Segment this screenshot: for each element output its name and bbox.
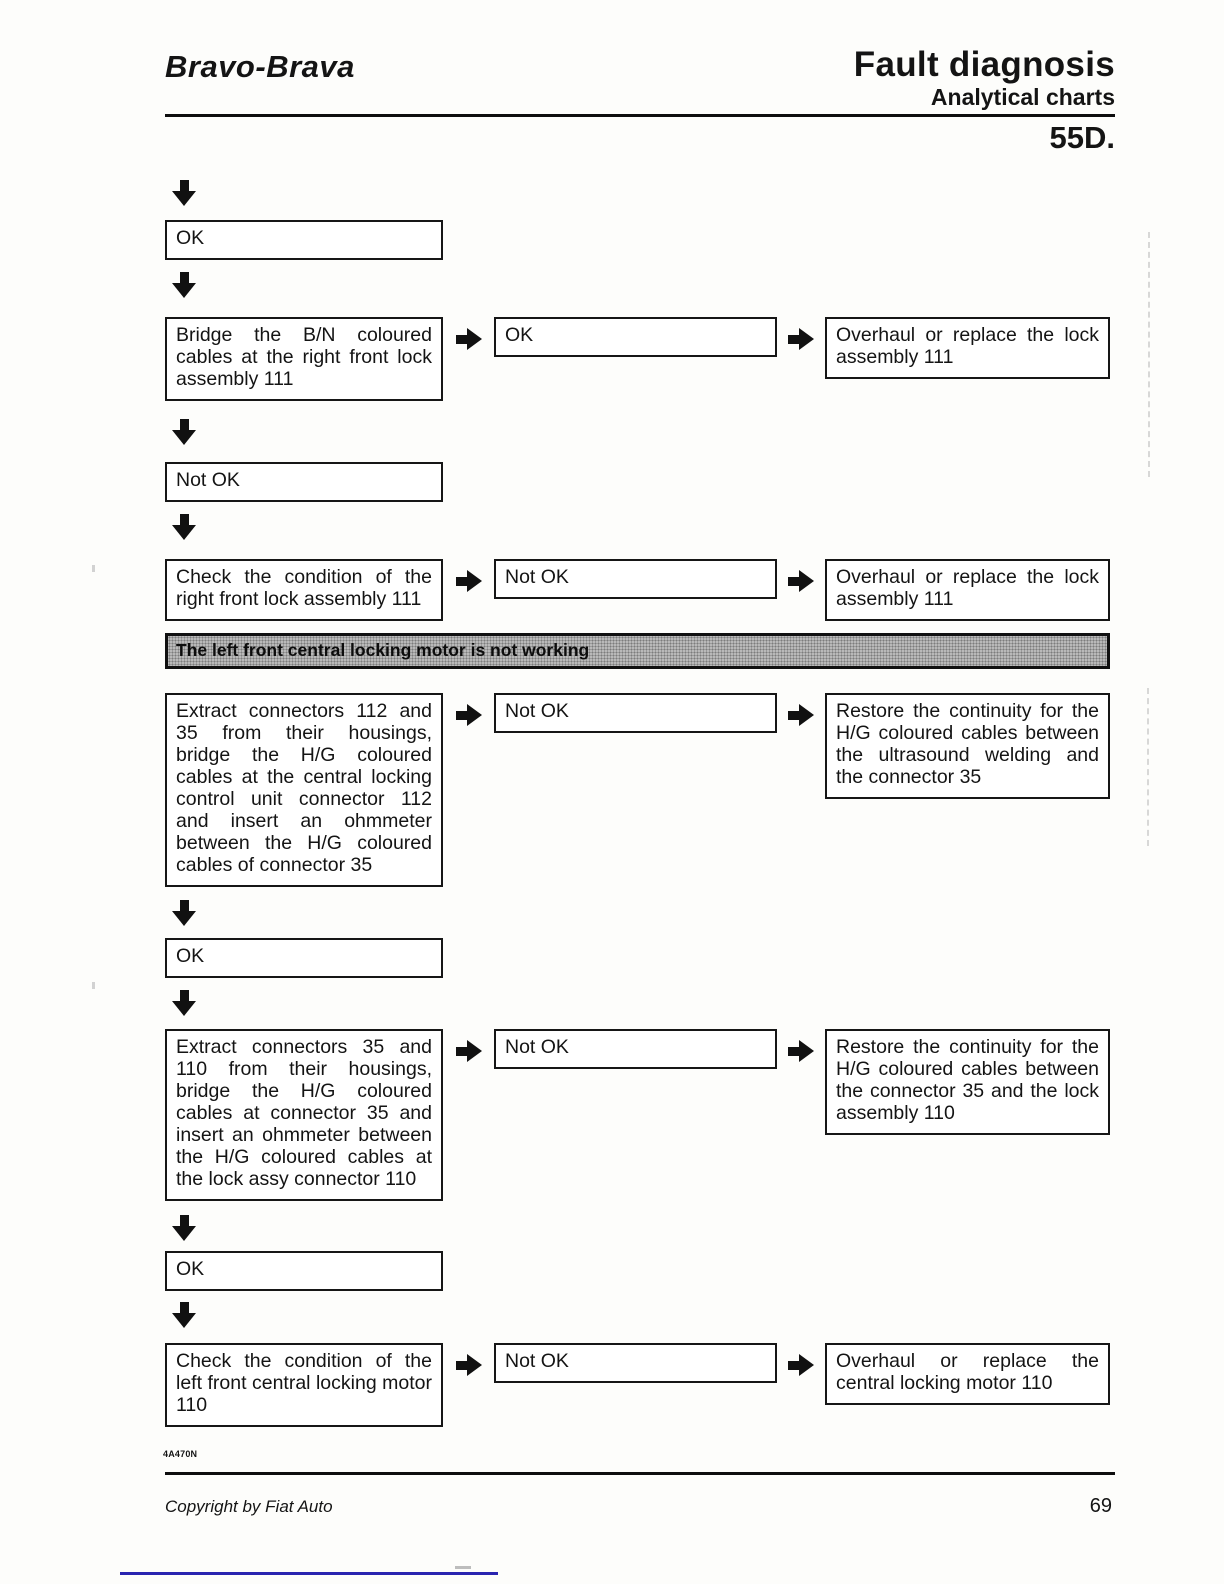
- arrow-cell: [443, 693, 494, 726]
- arrow-right-icon: [456, 704, 482, 726]
- section-banner-text: The left front central locking motor is not working: [176, 640, 590, 660]
- header-row: [165, 45, 1115, 111]
- flow-row: [165, 693, 1110, 887]
- remedy-box: Restore the continuity for the H/G coloured cables between the ultrasound welding and the connector 35: [825, 693, 1110, 799]
- scan-artifact-blue-line: [120, 1572, 498, 1575]
- model-title: Bravo-Brava: [165, 49, 355, 84]
- flow-row: [165, 317, 1110, 401]
- result-box: OK: [494, 317, 777, 357]
- arrow-down-icon: [172, 990, 196, 1016]
- arrow-right-icon: [456, 1354, 482, 1376]
- arrow-cell: [443, 559, 494, 592]
- arrow-right-icon: [788, 328, 814, 350]
- arrow-cell: [777, 1343, 825, 1376]
- arrow-cell: [777, 317, 825, 350]
- arrow-down-icon: [172, 180, 196, 206]
- status-box: OK: [165, 220, 443, 260]
- scan-artifact-dashed-line: [1148, 232, 1150, 477]
- arrow-right-icon: [788, 704, 814, 726]
- flowchart: [165, 180, 1110, 1427]
- flow-row: [165, 559, 1110, 621]
- scan-artifact-speck: [92, 565, 95, 572]
- page-footer: [165, 1495, 1112, 1518]
- scan-artifact-mark: [455, 1566, 471, 1569]
- remedy-box: Overhaul or replace the lock assembly 111: [825, 317, 1110, 379]
- remedy-box: Restore the continuity for the H/G coloured cables between the connector 35 and the lock assembly 110: [825, 1029, 1110, 1135]
- arrow-down-icon: [172, 1302, 196, 1328]
- page-subtitle: Analytical charts: [930, 84, 1115, 110]
- remedy-box: Overhaul or replace the central locking motor 110: [825, 1343, 1110, 1405]
- arrow-right-icon: [788, 1040, 814, 1062]
- result-box: Not OK: [494, 1029, 777, 1069]
- page-title: Fault diagnosis: [853, 45, 1115, 84]
- arrow-cell: [777, 693, 825, 726]
- arrow-right-icon: [456, 328, 482, 350]
- arrow-cell: [443, 317, 494, 350]
- status-box: OK: [165, 1251, 443, 1291]
- flow-row: [165, 1343, 1110, 1427]
- result-box: Not OK: [494, 693, 777, 733]
- arrow-down-icon: [172, 514, 196, 540]
- scan-artifact-speck: [92, 982, 95, 989]
- header-rule: [165, 114, 1115, 117]
- header-titles: [854, 45, 1115, 111]
- arrow-right-icon: [456, 570, 482, 592]
- copyright-notice: Copyright by Fiat Auto: [165, 1497, 333, 1516]
- status-box: Not OK: [165, 462, 443, 502]
- remedy-box: Overhaul or replace the lock assembly 111: [825, 559, 1110, 621]
- footer-rule: [165, 1472, 1115, 1475]
- figure-code: 4A470N: [163, 1449, 198, 1459]
- result-box: Not OK: [494, 1343, 777, 1383]
- arrow-down-icon: [172, 900, 196, 926]
- scan-artifact-dashed-line: [1147, 688, 1149, 846]
- section-number: 55D.: [1049, 120, 1115, 155]
- arrow-right-icon: [456, 1040, 482, 1062]
- arrow-cell: [777, 1029, 825, 1062]
- flow-row: [165, 1029, 1110, 1201]
- result-box: Not OK: [494, 559, 777, 599]
- arrow-down-icon: [172, 272, 196, 298]
- action-box: Extract connectors 35 and 110 from their housings, bridge the H/G coloured cables at connector 35 and insert an ohmmeter between the H/G coloured cables at the lock assy connector 110: [165, 1029, 443, 1201]
- section-banner: [165, 633, 1110, 669]
- arrow-right-icon: [788, 1354, 814, 1376]
- page-number: 69: [1089, 1495, 1112, 1517]
- arrow-right-icon: [788, 570, 814, 592]
- page-header: [0, 0, 1224, 155]
- action-box: Extract connectors 112 and 35 from their housings, bridge the H/G coloured cables at the central locking control unit connector 112 and insert an ohmmeter between the H/G coloured cables of connector 35: [165, 693, 443, 887]
- status-box: OK: [165, 938, 443, 978]
- arrow-down-icon: [172, 1215, 196, 1241]
- action-box: Check the condition of the right front lock assembly 111: [165, 559, 443, 621]
- action-box: Bridge the B/N coloured cables at the right front lock assembly 111: [165, 317, 443, 401]
- arrow-cell: [443, 1343, 494, 1376]
- arrow-cell: [777, 559, 825, 592]
- action-box: Check the condition of the left front central locking motor 110: [165, 1343, 443, 1427]
- arrow-cell: [443, 1029, 494, 1062]
- arrow-down-icon: [172, 419, 196, 445]
